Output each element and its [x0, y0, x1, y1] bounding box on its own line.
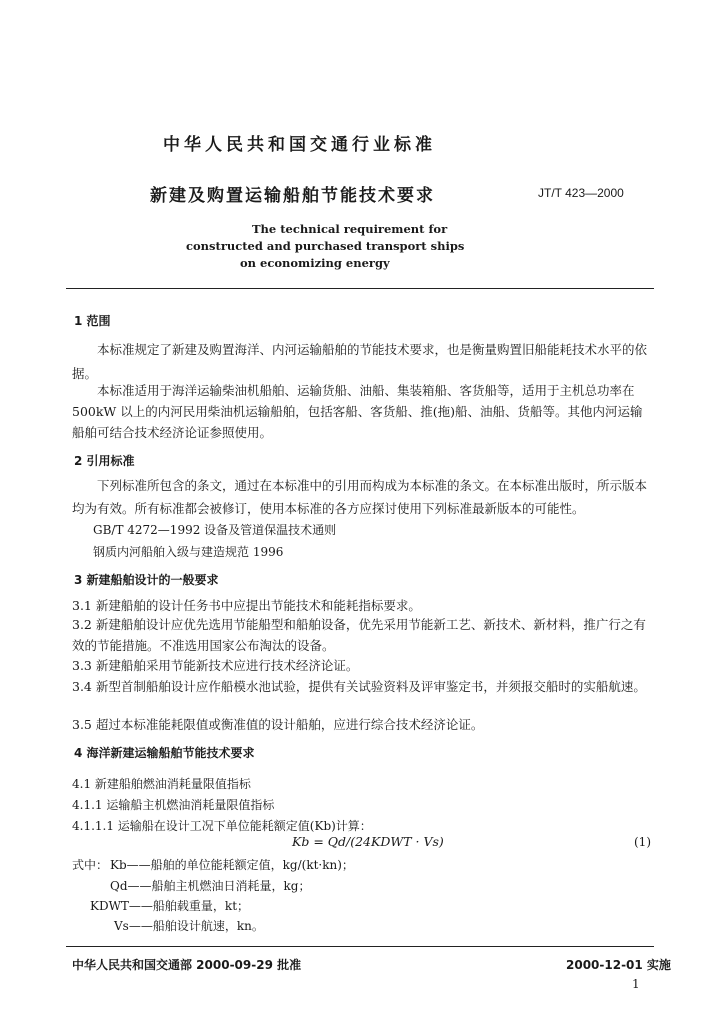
- section-4-heading: 4 海洋新建运输船舶节能技术要求: [74, 746, 255, 760]
- section-2-paragraph-1: 下列标准所包含的条文，通过在本标准中的引用而构成为本标准的条文。在本标准出版时，所示版本均为有效。所有标准都会被修订，使用本标准的各方应探讨使用下列标准最新版本的可能性。: [72, 478, 648, 516]
- implementation-date: 2000-12-01 实施: [566, 958, 671, 972]
- definition-kdwt: KDWT——船舶载重量，kt；: [90, 899, 250, 913]
- document-title: 新建及购置运输船舶节能技术要求: [150, 186, 435, 206]
- clause-3-2: 3.2 新建船舶设计应优先选用节能船型和船舶设备，优先采用节能新工艺、新技术、新材料，推广行之有效的节能措施。不准选用国家公布淘汰的设备。: [72, 617, 646, 653]
- standard-category: 中华人民共和国交通行业标准: [163, 135, 436, 155]
- english-title-line-3: on economizing energy: [240, 256, 390, 270]
- page-number: 1: [632, 977, 640, 991]
- clause-3-5: 3.5 超过本标准能耗限值或衡准值的设计船舶，应进行综合技术经济论证。: [72, 717, 484, 732]
- english-title-line-2: constructed and purchased transport ships: [186, 239, 465, 253]
- definition-vs: Vs——船舶设计航速，kn。: [114, 919, 264, 933]
- section-2-heading: 2 引用标准: [74, 454, 135, 468]
- header-divider: [66, 288, 654, 289]
- footer-divider: [66, 946, 654, 947]
- english-title-line-1: The technical requirement for: [252, 222, 448, 236]
- reference-inland-ship-rules: 钢质内河船舶入级与建造规范 1996: [93, 545, 284, 559]
- clause-3-3: 3.3 新建船舶采用节能新技术应进行技术经济论证。: [72, 658, 359, 673]
- definition-kb: Kb——船舶的单位能耗额定值，kg/(kt·kn)；: [110, 858, 354, 872]
- formula-1: Kb = Qd/(24KDWT · Vs): [292, 834, 444, 849]
- section-1-paragraph-2: 本标准适用于海洋运输柴油机船舶、运输货船、油船、集装箱船、客货船等，适用于主机总功率在500kW 以上的内河民用柴油机运输船舶，包括客船、客货船、推(拖)船、油船、货船等。其他内河运输船舶可结合技术经济论证参照使用。: [72, 383, 643, 440]
- approval-line: 中华人民共和国交通部 2000-09-29 批准: [72, 958, 302, 972]
- where-label: 式中：: [72, 858, 109, 872]
- formula-number: (1): [634, 835, 651, 849]
- clause-4-1: 4.1 新建船舶燃油消耗量限值指标: [72, 777, 251, 791]
- clause-3-4: 3.4 新型首制船舶设计应作船模水池试验，提供有关试验资料及评审鉴定书，并须报交船时的实船航速。: [72, 679, 646, 694]
- standard-number: JT/T 423—2000: [538, 186, 624, 200]
- definition-qd: Qd——船舶主机燃油日消耗量，kg；: [110, 879, 311, 893]
- section-1-heading: 1 范围: [74, 314, 111, 328]
- reference-gb-4272: GB/T 4272—1992 设备及管道保温技术通则: [93, 523, 337, 537]
- section-3-heading: 3 新建船舶设计的一般要求: [74, 573, 219, 587]
- clause-4-1-1: 4.1.1 运输船主机燃油消耗量限值指标: [72, 798, 275, 812]
- clause-4-1-1-1: 4.1.1.1 运输船在设计工况下单位能耗额定值(Kb)计算：: [72, 819, 372, 833]
- section-1-paragraph-1: 本标准规定了新建及购置海洋、内河运输船舶的节能技术要求，也是衡量购置旧船能耗技术水平的依据。: [72, 342, 648, 381]
- clause-3-1: 3.1 新建船舶的设计任务书中应提出节能技术和能耗指标要求。: [72, 598, 421, 613]
